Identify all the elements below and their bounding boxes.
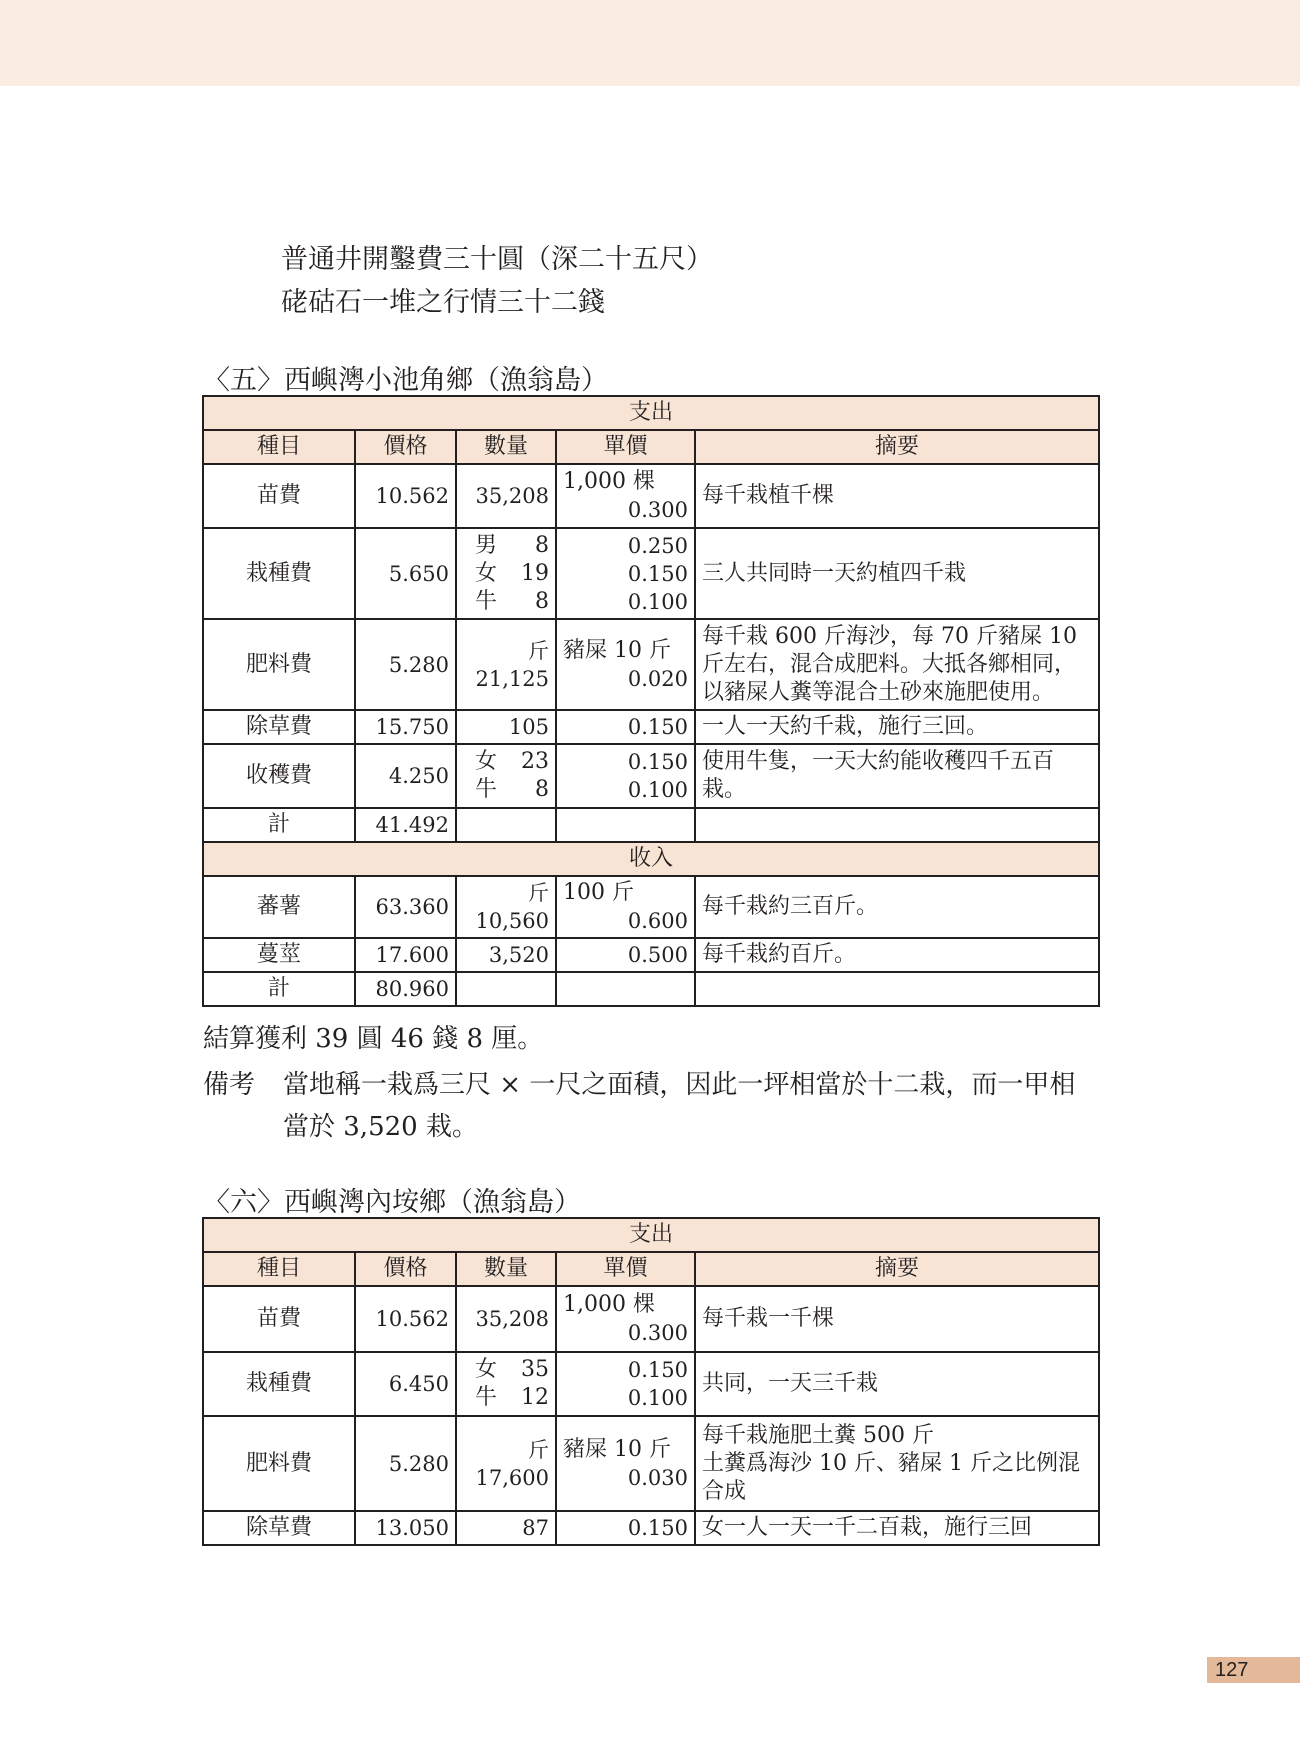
price-cell: 63.360: [355, 876, 456, 938]
summary-cell: 一人一天約千栽，施行三回。: [695, 710, 1099, 744]
expense-header: 支出: [203, 1218, 1099, 1252]
empty-cell: [456, 808, 556, 842]
worker-label: 男: [475, 532, 498, 558]
qty-cell: 35,208: [456, 464, 556, 528]
unit-value: 0.150: [627, 561, 688, 586]
unit-cell: [556, 876, 695, 938]
expense-header: 支出: [203, 396, 1099, 430]
unit-cell: [556, 619, 695, 710]
col-summary: 摘要: [695, 430, 1099, 464]
expense-header-row: [203, 1218, 1099, 1252]
unit-label: 1,000 棵: [563, 469, 655, 494]
summary-cell: [695, 1416, 1099, 1511]
table-row: [203, 744, 1099, 808]
profit-result: 結算獲利 39 圓 46 錢 8 厘。: [203, 1024, 544, 1054]
column-header-row: [203, 1252, 1099, 1286]
expense-header-row: [203, 396, 1099, 430]
worker-label: 女: [475, 1357, 498, 1382]
worker-count: 12: [521, 1385, 549, 1410]
empty-cell: [456, 972, 556, 1006]
worker-label: 牛: [475, 1385, 498, 1410]
remark-text: 當地稱一栽爲三尺 × 一尺之面積，因此一坪相當於十二栽，而一甲相: [283, 1070, 1076, 1100]
worker-count: 23: [521, 749, 549, 774]
item-cell: 肥料費: [203, 619, 355, 710]
page-number: 127: [1207, 1657, 1300, 1683]
price-cell: 5.650: [355, 528, 456, 619]
unit-cell: 0.500: [556, 938, 695, 972]
unit-value: 0.150: [627, 750, 688, 774]
worker-count: 35: [521, 1357, 549, 1382]
price-cell: 5.280: [355, 1416, 456, 1511]
price-cell: 6.450: [355, 1352, 456, 1416]
item-cell: 苗費: [203, 1286, 355, 1352]
unit-value: 0.100: [627, 1386, 688, 1410]
qty-value: 10,560: [475, 909, 549, 933]
qty-cell: 3,520: [456, 938, 556, 972]
summary-line: 每千栽施肥土糞 500 斤: [702, 1422, 934, 1448]
unit-label: 1,000 棵: [563, 1292, 655, 1317]
summary-cell: 共同，一天三千栽: [695, 1352, 1099, 1416]
qty-unit: 斤: [528, 1437, 549, 1462]
unit-value: 0.250: [627, 533, 688, 558]
unit-cell: [556, 744, 695, 808]
worker-label: 牛: [475, 777, 498, 802]
col-unit: 單價: [556, 1252, 695, 1286]
item-cell: 栽種費: [203, 1352, 355, 1416]
summary-cell: 每千栽一千棵: [695, 1286, 1099, 1352]
col-item: 種目: [203, 1252, 355, 1286]
qty-cell: [456, 1352, 556, 1416]
qty-cell: [456, 619, 556, 710]
col-qty: 數量: [456, 430, 556, 464]
col-price: 價格: [355, 430, 456, 464]
unit-value: 0.150: [627, 1358, 688, 1382]
section-6-table: [202, 1217, 1100, 1546]
unit-label: 豬屎 10 斤: [563, 1436, 671, 1462]
worker-count: 19: [521, 560, 549, 586]
unit-cell: [556, 1352, 695, 1416]
table-row: [203, 1286, 1099, 1352]
qty-unit: 斤: [528, 638, 549, 663]
section-5-title: 〈五〉西嶼澚小池角鄉（漁翁島）: [203, 365, 608, 396]
total-label: 計: [203, 972, 355, 1006]
price-cell: 15.750: [355, 710, 456, 744]
unit-cell: 0.150: [556, 1511, 695, 1545]
unit-label: 100 斤: [563, 880, 634, 905]
summary-cell: 三人共同時一天約植四千栽: [695, 528, 1099, 619]
top-decorative-band: [0, 0, 1300, 86]
item-cell: 蔓莖: [203, 938, 355, 972]
unit-value: 0.020: [627, 666, 688, 691]
qty-cell: 105: [456, 710, 556, 744]
unit-cell: [556, 464, 695, 528]
summary-cell: 每千栽約三百斤。: [695, 876, 1099, 938]
column-header-row: [203, 430, 1099, 464]
item-cell: 栽種費: [203, 528, 355, 619]
unit-value: 0.100: [627, 778, 688, 802]
table-row: [203, 710, 1099, 744]
item-cell: 收穫費: [203, 744, 355, 808]
unit-label: 豬屎 10 斤: [563, 637, 671, 663]
summary-cell: 每千栽 600 斤海沙，每 70 斤豬屎 10 斤左右，混合成肥料。大抵各鄉相同，以豬屎人糞等混合土砂來施肥使用。: [695, 619, 1099, 710]
table-row: [203, 1352, 1099, 1416]
unit-value: 0.030: [627, 1465, 688, 1490]
price-cell: 17.600: [355, 938, 456, 972]
qty-cell: [456, 1416, 556, 1511]
worker-count: 8: [535, 777, 549, 802]
unit-value: 0.600: [627, 909, 688, 933]
qty-cell: 35,208: [456, 1286, 556, 1352]
col-unit: 單價: [556, 430, 695, 464]
qty-unit: 斤: [528, 881, 549, 905]
empty-cell: [556, 808, 695, 842]
worker-count: 8: [535, 588, 549, 614]
summary-cell: 每千栽約百斤。: [695, 938, 1099, 972]
summary-cell: 女一人一天一千二百栽，施行三回: [695, 1511, 1099, 1545]
total-row: [203, 972, 1099, 1006]
col-summary: 摘要: [695, 1252, 1099, 1286]
qty-value: 21,125: [475, 666, 549, 691]
total-value: 41.492: [355, 808, 456, 842]
price-cell: 4.250: [355, 744, 456, 808]
intro-line: 普通井開鑿費三十圓（深二十五尺）: [281, 244, 713, 275]
remark: [203, 1064, 1103, 1148]
intro-line: 硓𥑮石一堆之行情三十二錢: [281, 287, 605, 318]
section-6-title: 〈六〉西嶼澚內垵鄉（漁翁島）: [203, 1187, 581, 1218]
empty-cell: [695, 808, 1099, 842]
unit-cell: [556, 1416, 695, 1511]
worker-label: 女: [475, 749, 498, 774]
worker-count: 8: [535, 532, 549, 558]
table-row: [203, 528, 1099, 619]
table-row: [203, 876, 1099, 938]
col-price: 價格: [355, 1252, 456, 1286]
empty-cell: [556, 972, 695, 1006]
remark-text: 當於 3,520 栽。: [283, 1112, 478, 1142]
price-cell: 5.280: [355, 619, 456, 710]
worker-label: 女: [475, 560, 498, 586]
unit-cell: 0.150: [556, 710, 695, 744]
col-qty: 數量: [456, 1252, 556, 1286]
qty-cell: [456, 876, 556, 938]
qty-cell: [456, 744, 556, 808]
qty-cell: [456, 528, 556, 619]
unit-value: 0.300: [627, 1321, 688, 1345]
remark-label: 備考: [203, 1070, 256, 1100]
summary-line: 土糞爲海沙 10 斤、豬屎 1 斤之比例混合成: [702, 1450, 1080, 1504]
price-cell: 13.050: [355, 1511, 456, 1545]
total-row: [203, 808, 1099, 842]
item-cell: 肥料費: [203, 1416, 355, 1511]
total-value: 80.960: [355, 972, 456, 1006]
unit-value: 0.300: [627, 498, 688, 522]
summary-cell: 每千栽植千棵: [695, 464, 1099, 528]
worker-label: 牛: [475, 588, 498, 614]
table-row: [203, 938, 1099, 972]
item-cell: 除草費: [203, 1511, 355, 1545]
price-cell: 10.562: [355, 464, 456, 528]
price-cell: 10.562: [355, 1286, 456, 1352]
table-row: [203, 1416, 1099, 1511]
summary-cell: 使用牛隻，一天大約能收穫四千五百栽。: [695, 744, 1099, 808]
qty-cell: 87: [456, 1511, 556, 1545]
section-5-table: [202, 395, 1100, 1007]
unit-cell: [556, 1286, 695, 1352]
income-header-row: [203, 842, 1099, 876]
empty-cell: [695, 972, 1099, 1006]
col-item: 種目: [203, 430, 355, 464]
item-cell: 蕃薯: [203, 876, 355, 938]
qty-value: 17,600: [475, 1465, 549, 1490]
unit-cell: [556, 528, 695, 619]
table-row: [203, 619, 1099, 710]
item-cell: 除草費: [203, 710, 355, 744]
total-label: 計: [203, 808, 355, 842]
table-row: [203, 464, 1099, 528]
income-header: 收入: [203, 842, 1099, 876]
intro-text: [281, 238, 713, 324]
table-row: [203, 1511, 1099, 1545]
item-cell: 苗費: [203, 464, 355, 528]
unit-value: 0.100: [627, 589, 688, 614]
